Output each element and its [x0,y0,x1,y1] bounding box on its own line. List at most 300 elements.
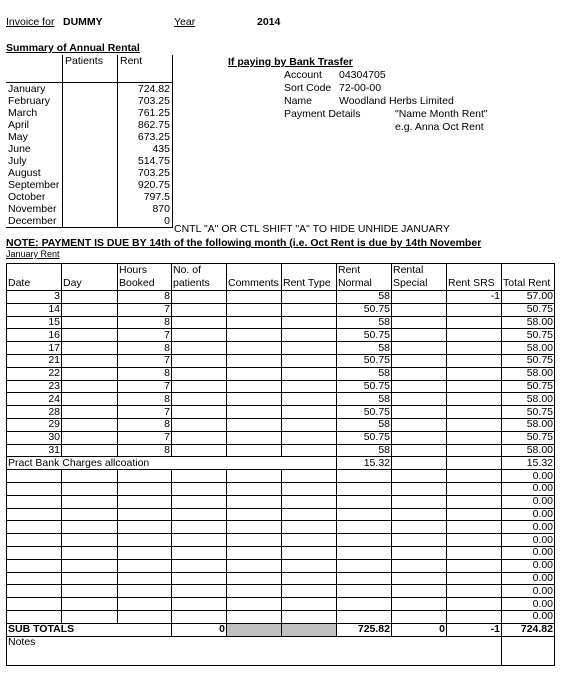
table-cell: 50.75 [502,431,555,444]
table-cell [7,610,62,623]
table-cell [337,521,392,534]
summary-patients [63,215,118,228]
table-cell [172,303,227,316]
subtotal-comments [227,623,282,636]
table-cell: 58.00 [502,316,555,329]
table-row [7,610,555,623]
row-total: 0.00 [502,546,555,559]
rent-table [6,263,555,666]
table-cell [447,444,502,457]
table-cell [227,534,282,547]
table-cell [7,482,62,495]
account-value: 04304705 [339,69,386,81]
summary-patients [63,179,118,191]
table-cell [62,572,118,585]
table-cell [447,598,502,611]
table-cell: 7 [118,431,172,444]
summary-row [6,143,173,155]
table-cell [7,546,62,559]
table-cell [62,559,118,572]
summary-month: May [6,131,63,143]
table-cell: 7 [118,380,172,393]
table-cell [282,406,337,419]
summary-month: April [6,119,63,131]
bank-title: If paying by Bank Trasfer [228,56,353,68]
summary-rent: 761.25 [118,107,173,119]
table-cell [227,431,282,444]
table-cell: 30 [7,431,62,444]
table-cell [172,470,227,483]
summary-rent: 703.25 [118,95,173,107]
table-row [7,546,555,559]
table-cell [447,342,502,355]
table-cell [227,495,282,508]
table-cell: 8 [118,367,172,380]
table-cell: 50.75 [337,354,392,367]
table-cell [282,316,337,329]
table-cell [118,546,172,559]
table-cell [227,380,282,393]
table-cell [172,482,227,495]
rent-header-cell: Rental Special [392,264,447,291]
table-cell: 50.75 [337,329,392,342]
table-cell: 58 [337,418,392,431]
table-cell [282,559,337,572]
table-cell [172,367,227,380]
row-total: 0.00 [502,598,555,611]
subtotals-label: SUB TOTALS [7,623,172,636]
table-cell [7,534,62,547]
summary-rent: 0 [118,215,173,228]
summary-row [6,215,173,228]
table-cell [172,393,227,406]
table-cell [118,495,172,508]
table-cell [447,329,502,342]
table-cell [447,367,502,380]
table-cell [172,559,227,572]
table-cell [447,380,502,393]
table-cell [172,534,227,547]
table-cell [62,393,118,406]
summary-patients [63,203,118,215]
table-row [7,354,555,367]
table-cell: 58.00 [502,444,555,457]
table-cell [392,598,447,611]
table-cell: 7 [118,354,172,367]
table-row [7,329,555,342]
table-cell [282,329,337,342]
rent-header-row [7,264,555,291]
table-cell [118,598,172,611]
table-cell: 58.00 [502,342,555,355]
table-cell [7,495,62,508]
table-cell [227,470,282,483]
table-cell: 50.75 [337,380,392,393]
summary-rent: 920.75 [118,179,173,191]
table-cell: 15 [7,316,62,329]
table-row [7,342,555,355]
summary-rent: 703.25 [118,167,173,179]
table-cell [392,457,447,470]
table-cell [447,316,502,329]
summary-patients [63,167,118,179]
table-cell [172,444,227,457]
sort-label: Sort Code [284,82,332,94]
table-row [7,393,555,406]
rent-header-cell: Date [7,264,62,291]
table-cell [447,546,502,559]
table-cell [392,444,447,457]
table-cell [227,342,282,355]
rent-header-cell: Day [62,264,118,291]
table-cell [282,572,337,585]
row-total: 0.00 [502,610,555,623]
summary-month: November [6,203,63,215]
summary-row [6,95,173,107]
table-cell [172,418,227,431]
table-cell [392,546,447,559]
table-row [7,482,555,495]
table-cell [392,380,447,393]
summary-row [6,107,173,119]
table-cell [447,482,502,495]
table-cell [282,291,337,304]
table-cell [392,418,447,431]
table-cell [172,406,227,419]
row-total: 0.00 [502,521,555,534]
table-cell: 58 [337,393,392,406]
table-cell [392,406,447,419]
subtotal-patients: 0 [172,623,227,636]
table-cell [172,354,227,367]
table-cell [172,431,227,444]
table-row [7,585,555,598]
table-cell: 22 [7,367,62,380]
table-cell [118,559,172,572]
table-cell [227,316,282,329]
table-cell: 14 [7,303,62,316]
table-cell [282,342,337,355]
table-cell: 29 [7,418,62,431]
rent-header-cell: Total Rent [502,264,555,291]
sort-value: 72-00-00 [339,82,382,94]
table-row [7,572,555,585]
table-row [7,316,555,329]
month-label: January Rent [6,249,60,259]
table-cell [447,610,502,623]
bank-charges-value: 15.32 [337,457,392,470]
summary-patients [63,119,118,131]
summary-rent: 862.75 [118,119,173,131]
summary-rent: 435 [118,143,173,155]
table-cell: 8 [118,393,172,406]
table-cell [447,495,502,508]
table-cell [227,367,282,380]
table-cell: 8 [118,291,172,304]
table-cell [118,534,172,547]
summary-month: July [6,155,63,167]
table-row [7,559,555,572]
invoice-name: DUMMY [63,16,103,28]
table-cell [282,431,337,444]
table-cell: 58 [337,316,392,329]
table-cell [118,585,172,598]
table-cell [337,572,392,585]
table-cell: 21 [7,354,62,367]
table-cell: 50.75 [502,303,555,316]
table-cell [447,393,502,406]
table-cell: 58 [337,367,392,380]
table-cell: 50.75 [502,329,555,342]
table-cell: 8 [118,418,172,431]
table-cell [7,470,62,483]
table-cell [62,598,118,611]
table-cell [447,572,502,585]
summary-patients [63,83,118,96]
table-cell [282,598,337,611]
table-cell [392,585,447,598]
table-cell [62,418,118,431]
row-total: 0.00 [502,470,555,483]
table-cell [447,470,502,483]
table-row [7,495,555,508]
table-cell: 58.00 [502,393,555,406]
table-cell: 8 [118,316,172,329]
table-cell: 50.75 [502,380,555,393]
table-cell: 50.75 [502,406,555,419]
table-cell [282,303,337,316]
summary-header-row [6,55,173,83]
table-cell [172,380,227,393]
table-cell [227,610,282,623]
table-cell [337,559,392,572]
summary-row [6,203,173,215]
table-cell [337,585,392,598]
table-cell: 7 [118,406,172,419]
table-cell [282,495,337,508]
table-cell [392,342,447,355]
table-cell: 16 [7,329,62,342]
bank-charges-label: Pract Bank Charges allcoation [7,457,337,470]
table-cell: 58 [337,342,392,355]
table-cell [227,406,282,419]
table-cell [227,291,282,304]
table-cell [227,521,282,534]
table-cell [392,367,447,380]
table-row [7,598,555,611]
table-cell [337,495,392,508]
summary-month: October [6,191,63,203]
row-total: 0.00 [502,482,555,495]
table-cell: 24 [7,393,62,406]
table-cell: 58 [337,444,392,457]
table-cell [172,342,227,355]
subtotal-rental-special: 0 [392,623,447,636]
table-cell [447,418,502,431]
table-cell: 58 [337,291,392,304]
hide-hint: CNTL "A" OR CTL SHIFT "A" TO HIDE UNHIDE JANUARY [174,223,450,235]
rent-header-cell: Hours Booked [118,264,172,291]
summary-month: January [6,83,63,96]
summary-patients [63,143,118,155]
table-cell [392,610,447,623]
table-cell [118,521,172,534]
rent-header-cell: No. of patients [172,264,227,291]
table-row [7,534,555,547]
invoice-label: Invoice for [6,16,55,28]
table-cell [172,508,227,521]
table-cell [62,431,118,444]
table-cell [227,482,282,495]
table-cell [227,303,282,316]
table-cell: 28 [7,406,62,419]
table-row [7,431,555,444]
table-cell [282,585,337,598]
table-cell: 57.00 [502,291,555,304]
row-total: 0.00 [502,585,555,598]
table-cell [447,559,502,572]
summary-row [6,119,173,131]
summary-rent: 724.82 [118,83,173,96]
table-cell: 17 [7,342,62,355]
table-cell [447,521,502,534]
table-cell [282,482,337,495]
table-cell [392,482,447,495]
summary-patients [63,131,118,143]
summary-patients [63,191,118,203]
table-cell [7,521,62,534]
summary-rent: 797.5 [118,191,173,203]
table-cell [62,585,118,598]
table-cell [7,598,62,611]
table-cell: 50.75 [337,303,392,316]
table-cell [392,316,447,329]
summary-patients [63,155,118,167]
table-cell [282,508,337,521]
table-cell: 3 [7,291,62,304]
summary-month: September [6,179,63,191]
table-cell [62,329,118,342]
table-cell [282,444,337,457]
summary-patients [63,95,118,107]
notes-row [7,636,555,665]
table-cell [227,585,282,598]
table-cell [392,572,447,585]
table-cell [282,610,337,623]
table-cell [227,546,282,559]
summary-row [6,167,173,179]
table-cell: 58.00 [502,367,555,380]
table-cell [62,367,118,380]
table-cell: 7 [118,303,172,316]
table-cell [227,444,282,457]
payment-example: e.g. Anna Oct Rent [395,121,484,133]
table-cell [337,482,392,495]
table-cell [227,572,282,585]
bank-charges-row [7,457,555,470]
table-cell [447,585,502,598]
table-cell [172,329,227,342]
table-cell: 50.75 [337,431,392,444]
table-cell [337,546,392,559]
table-cell [172,546,227,559]
summary-rent: 673.25 [118,131,173,143]
table-cell [62,303,118,316]
summary-month: August [6,167,63,179]
table-cell [62,534,118,547]
table-row [7,406,555,419]
table-cell [282,534,337,547]
summary-month: June [6,143,63,155]
summary-rent: 870 [118,203,173,215]
table-cell [62,610,118,623]
table-cell [392,508,447,521]
table-cell: 31 [7,444,62,457]
subtotals-row [7,623,555,636]
table-cell [62,342,118,355]
name-label: Name [284,95,313,107]
row-total: 0.00 [502,508,555,521]
table-cell [337,470,392,483]
table-cell [7,572,62,585]
table-cell [282,354,337,367]
table-cell [62,508,118,521]
table-row [7,380,555,393]
table-cell [337,534,392,547]
table-cell [118,482,172,495]
table-cell [282,380,337,393]
table-cell [392,291,447,304]
table-cell [337,610,392,623]
table-cell [172,495,227,508]
rent-header-cell: Rent Normal [337,264,392,291]
summary-header-cell [6,55,63,83]
summary-month: March [6,107,63,119]
name-value: Woodland Herbs Limited [339,95,454,107]
table-cell [282,367,337,380]
account-label: Account [284,69,322,81]
table-cell [62,521,118,534]
table-cell [392,470,447,483]
table-cell [282,521,337,534]
table-cell [172,598,227,611]
table-cell [282,393,337,406]
row-total: 0.00 [502,559,555,572]
subtotal-total: 724.82 [502,623,555,636]
rent-header-cell: Rent SRS [447,264,502,291]
bank-charges-total: 15.32 [502,457,555,470]
subtotal-rent-srs: -1 [447,623,502,636]
table-cell: 8 [118,342,172,355]
summary-header-cell: Patients [63,55,118,83]
table-cell [447,508,502,521]
table-cell [447,406,502,419]
table-cell [227,329,282,342]
table-cell [62,354,118,367]
table-row [7,470,555,483]
table-cell [62,406,118,419]
summary-header-cell: Rent [118,55,173,83]
year-label: Year [174,16,196,28]
table-cell [282,546,337,559]
table-cell [392,534,447,547]
table-cell [118,508,172,521]
notes-label: Notes [7,636,502,665]
row-total: 0.00 [502,572,555,585]
table-row [7,521,555,534]
table-cell [172,316,227,329]
summary-table [6,55,173,228]
